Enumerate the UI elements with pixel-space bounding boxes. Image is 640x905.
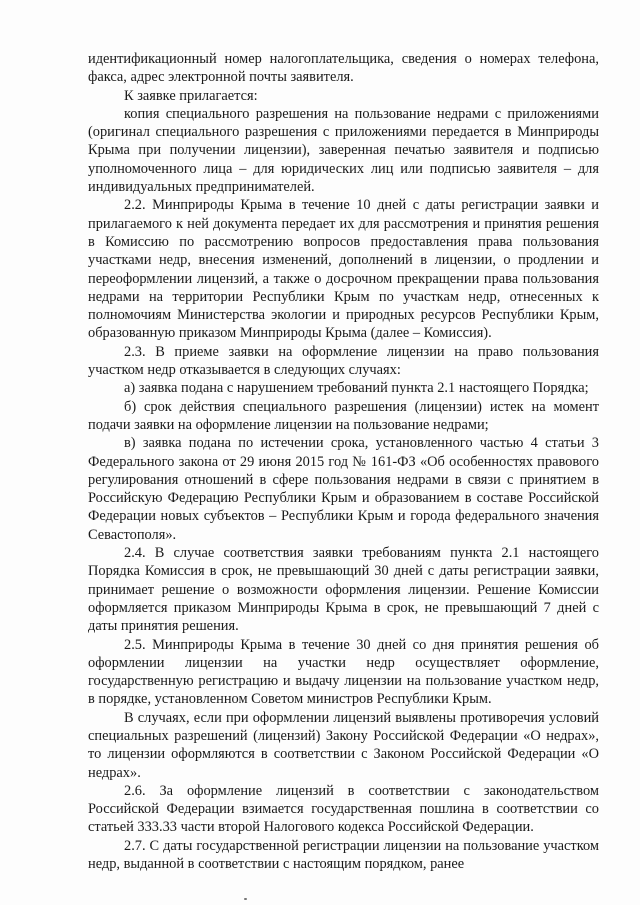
paragraph-permit-copy: копия специального разрешения на пользование недрами с приложениями (оригинал специального разрешения с приложениями передается в Минприроды Крыма при получении лицензии), заверенная печатью заявителя и подписью уполномоченного лица – для юридических лиц или подписью заявителя – для индивидуальных предпринимателей. [88,105,599,196]
paragraph-clause-2-7: 2.7. С даты государственной регистрации лицензии на пользование участком недр, выданной в соответствии с настоящим порядком, ранее [88,837,599,873]
paragraph-clause-2-3-b: б) срок действия специального разрешения (лицензии) истек на момент подачи заявки на оформление лицензии на пользование недрами; [88,398,599,433]
paragraph-clause-2-3-v: в) заявка подана по истечении срока, установленного частью 4 статьи 3 Федерального закона от 29 июня 2015 год № 161-ФЗ «Об особенностях правового регулирования отношений в сфере пользования недрами в связи с принятием в Российскую Федерацию Республики Крым и образованием в составе Российской Федерации новых субъектов – Республики Крым и города федерального значения Севастополя». [88,435,599,543]
paragraph-clause-2-4: 2.4. В случае соответствия заявки требованиям пункта 2.1 настоящего Порядка Комиссия в срок, не превышающий 30 дней с даты регистрации заявки, принимает решение о возможности оформления лицензии. Решение Комиссии оформляется приказом Минприроды Крыма в срок, не превышающий 7 дней с даты принятия решения. [88,545,599,635]
paragraph-clause-2-3-a: а) заявка подана с нарушением требований пункта 2.1 настоящего Порядка; [124,380,589,397]
paragraph-clause-2-6: 2.6. За оформление лицензий в соответствии с законодательством Российской Федерации взимается государственная пошлина в соответствии со статьей 333.33 части второй Налогового кодекса Российской Федерации. [88,782,599,836]
paragraph-clause-2-3: 2.3. В приеме заявки на оформление лицензии на право пользования участком недр отказывается в следующих случаях: [88,343,599,379]
paragraph-clause-2-5: 2.5. Минприроды Крыма в течение 30 дней со дня принятия решения об оформлении лицензии на участки недр осуществляет оформление, государственную регистрацию и выдачу лицензии на пользование участком недр, в порядке, установленном Советом министров Республики Крым. [88,636,599,708]
paragraph-applicant-details: идентификационный номер налогоплательщика, сведения о номерах телефона, факса, адрес электронной почты заявителя. [88,51,599,86]
scan-artifact [244,898,247,900]
paragraph-contradictions: В случаях, если при оформлении лицензий выявлены противоречия условий специальных разрешений (лицензий) Закону Российской Федерации «О недрах», то лицензии оформляются в соответствии с Законом Российской Федерации «О недрах». [88,709,599,781]
document-body [88,50,599,873]
paragraph-attachments-heading: К заявке прилагается: [124,87,258,104]
paragraph-clause-2-2: 2.2. Минприроды Крыма в течение 10 дней с даты регистрации заявки и прилагаемого к ней документа передает их для рассмотрения и принятия решения в Комиссию по рассмотрению вопросов предоставления права пользования участками недр, внесения изменений, дополнений в лицензии, о продлении и переоформлении лицензий, а также о досрочном прекращении права пользования недрами на территории Республики Крым по участкам недр, отнесенных к полномочиям Министерства экологии и природных ресурсов Республики Крым, образованную приказом Минприроды Крыма (далее – Комиссия). [88,197,599,342]
